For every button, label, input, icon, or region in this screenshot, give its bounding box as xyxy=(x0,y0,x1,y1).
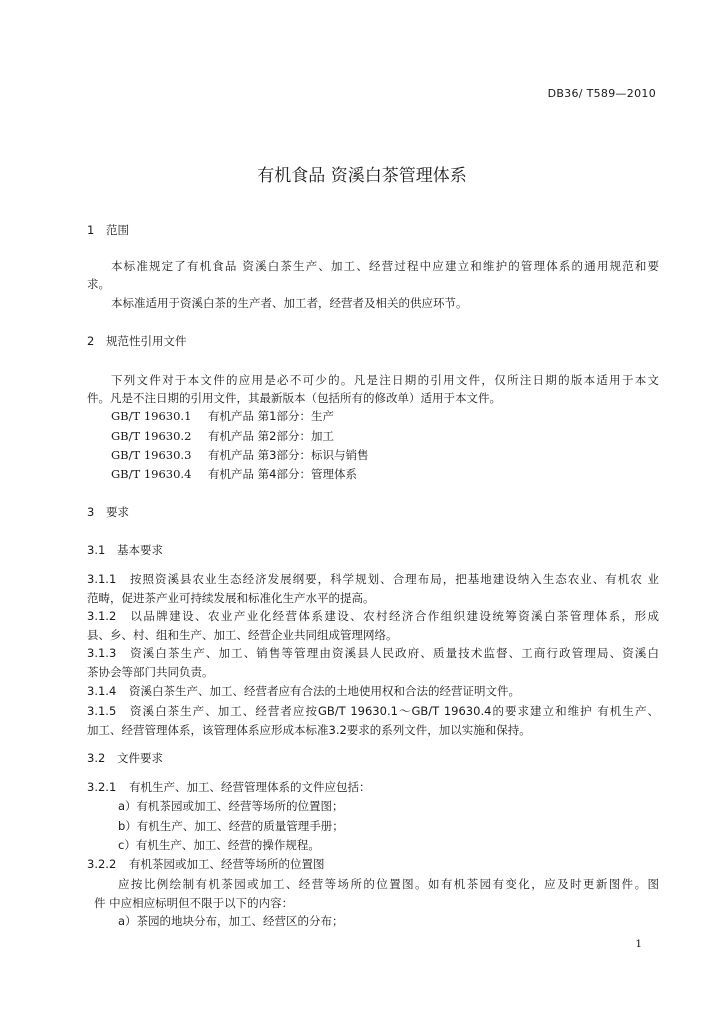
section-title: 要求 xyxy=(106,505,129,519)
standard-code: DB36/ T589—2010 xyxy=(547,87,656,100)
reference-code: GB/T 19630.3 xyxy=(111,448,192,462)
clause-3-1-2 xyxy=(87,608,659,643)
clause-number: 3.1.1 xyxy=(87,572,117,586)
reference-title: 有机产品 第4部分：管理体系 xyxy=(208,467,357,481)
paragraph-line: 本标准规定了有机食品 资溪白茶生产、加工、经营过程中应建立和维护的管理体系的通用规范和要 xyxy=(111,259,659,273)
subsection-heading-3-1 xyxy=(87,542,163,558)
reference-code: GB/T 19630.2 xyxy=(111,429,192,443)
subsection-number: 3.1 xyxy=(87,543,106,557)
clause-3-1-4 xyxy=(87,683,659,699)
clause-number: 3.1.5 xyxy=(87,704,117,718)
clause-text: 有机生产、加工、经营管理体系的文件应包括： xyxy=(129,780,371,794)
reference-title: 有机产品 第1部分：生产 xyxy=(208,409,334,423)
reference-title: 有机产品 第3部分：标识与销售 xyxy=(208,448,369,462)
reference-item xyxy=(111,408,659,424)
paragraph-line: 件 中应相应标明但不限于以下的内容： xyxy=(94,896,294,910)
paragraph-line: 求。 xyxy=(87,277,110,291)
clause-number: 3.1.3 xyxy=(87,646,117,660)
clause-text: 范畴，促进茶产业可持续发展和标准化生产水平的提高。 xyxy=(87,591,375,605)
clause-number: 3.2.2 xyxy=(87,857,117,871)
reference-title: 有机产品 第2部分：加工 xyxy=(208,429,334,443)
section-title: 规范性引用文件 xyxy=(106,334,187,348)
clause-text: 按照资溪县农业生态经济发展纲要，科学规划、合理布局，把基地建设纳入生态农业、有机农 业 xyxy=(129,572,659,586)
subsection-number: 3.2 xyxy=(87,751,106,765)
section-heading-2 xyxy=(87,333,187,349)
clause-text: 资溪白茶生产、加工、销售等管理由资溪县人民政府、质量技术监督、工商行政管理局、资溪白 xyxy=(129,646,659,660)
reference-item xyxy=(111,428,659,444)
clause-3-1-1 xyxy=(87,571,659,606)
section-number: 3 xyxy=(87,505,95,519)
page-number: 1 xyxy=(635,938,642,950)
clause-text: 有机茶园或加工、经营等场所的位置图 xyxy=(129,857,325,871)
subsection-title: 基本要求 xyxy=(117,543,163,557)
clause-3-2-2 xyxy=(87,856,659,872)
paragraph-line: 件。凡是不注日期的引用文件，其最新版本（包括所有的修改单）适用于本文件。 xyxy=(87,391,501,405)
subsection-heading-3-2 xyxy=(87,750,163,766)
reference-item xyxy=(111,447,659,463)
subsection-title: 文件要求 xyxy=(117,751,163,765)
clause-text: 资溪白茶生产、加工、经营者应有合法的土地使用权和合法的经营证明文件。 xyxy=(129,684,520,698)
clause-text: 以品牌建设、农业产业化经营体系建设、农村经济合作组织建设统筹资溪白茶管理体系，形成 xyxy=(129,609,659,623)
clause-3-1-5 xyxy=(87,703,659,738)
reference-code: GB/T 19630.4 xyxy=(111,467,192,481)
section-number: 2 xyxy=(87,334,95,348)
clause-text: 资溪白茶生产、加工、经营者应按GB/T 19630.1～GB/T 19630.4的要求建立和维护 有机生产、 xyxy=(129,704,659,718)
list-item: c）有机生产、加工、经营的操作规程。 xyxy=(118,838,320,852)
clause-text: 县、乡、村、组和生产、加工、经营企业共同组成管理网络。 xyxy=(87,628,398,642)
section-heading-1 xyxy=(87,222,129,238)
section-heading-3 xyxy=(87,504,129,520)
reference-item xyxy=(111,466,659,482)
list-item: a）有机茶园或加工、经营等场所的位置图； xyxy=(118,799,344,813)
clause-3-1-3 xyxy=(87,645,659,680)
section-number: 1 xyxy=(87,223,95,237)
paragraph-line: 应按比例绘制有机茶园或加工、经营等场所的位置图。如有机茶园有变化，应及时更新图件。图 xyxy=(118,877,659,891)
list-item: a）茶园的地块分布，加工、经营区的分布； xyxy=(118,914,344,928)
clause-number: 3.1.2 xyxy=(87,609,117,623)
paragraph-line: 下列文件对于本文件的应用是必不可少的。凡是注日期的引用文件，仅所注日期的版本适用于本文 xyxy=(111,373,659,387)
reference-code: GB/T 19630.1 xyxy=(111,409,192,423)
document-title: 有机食品 资溪白茶管理体系 xyxy=(257,166,467,186)
list-item: b）有机生产、加工、经营的质量管理手册； xyxy=(118,819,344,833)
clause-3-2-1 xyxy=(87,779,659,795)
section-title: 范围 xyxy=(106,223,129,237)
clause-number: 3.1.4 xyxy=(87,684,117,698)
clause-text: 加工、经营管理体系，该管理体系应形成本标准3.2要求的系列文件，加以实施和保持。 xyxy=(87,723,531,737)
clause-number: 3.2.1 xyxy=(87,780,117,794)
paragraph-line: 本标准适用于资溪白茶的生产者、加工者，经营者及相关的供应环节。 xyxy=(111,296,468,310)
clause-text: 茶协会等部门共同负责。 xyxy=(87,665,214,679)
